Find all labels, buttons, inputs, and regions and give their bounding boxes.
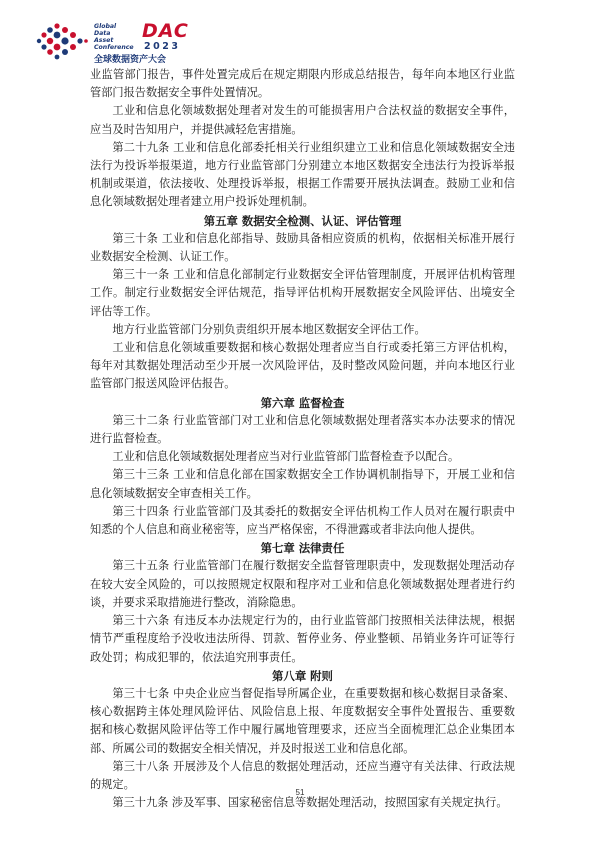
body-paragraph: 工业和信息化领域数据处理者应当对行业监管部门监督检查予以配合。 bbox=[112, 450, 460, 464]
document-body bbox=[90, 66, 515, 812]
body-paragraph: 工业和信息化领域重要数据和核心数据处理者应当自行或委托第三方评估机构，每年对其数据处理活动至少开展一次风险评估，及时整改风险问题，并向本地区行业监管部门报送风险评估报告。 bbox=[90, 341, 515, 391]
body-paragraph: 第三十三条 工业和信息化部在国家数据安全工作协调机制指导下，开展工业和信息化领域数据安全审查相关工作。 bbox=[90, 468, 515, 500]
chapter-heading: 第六章 监督检查 bbox=[260, 395, 345, 410]
brand-dac: DAC bbox=[142, 20, 189, 42]
body-paragraph: 第三十五条 行业监管部门在履行数据安全监督管理职责中，发现数据处理活动存在较大安全风险的，可以按照规定权限和程序对工业和信息化领域数据处理者进行约谈，并要求采取措施进行整改，消除隐患。 bbox=[90, 559, 515, 609]
body-paragraph: 第三十四条 行业监管部门及其委托的数据安全评估机构工作人员对在履行职责中知悉的个人信息和商业秘密等，应当严格保密，不得泄露或者非法向他人提供。 bbox=[90, 504, 515, 537]
brand-year: 2023 bbox=[144, 41, 181, 52]
body-paragraph: 业监管部门报告，事件处置完成后在规定期限内形成总结报告，每年向本地区行业监管部门报告数据安全事件处置情况。 bbox=[90, 68, 515, 100]
body-paragraph: 第三十二条 行业监管部门对工业和信息化领域数据处理者落实本办法要求的情况进行监督检查。 bbox=[90, 413, 515, 446]
body-paragraph: 第二十九条 工业和信息化部委托相关行业组织建立工业和信息化领域数据安全违法行为投诉举报渠道，地方行业监管部门分别建立本地区数据安全违法行为投诉举报机制或渠道，依法接收、处理投诉举报，根据工作需要开展执法调查。鼓励工业和信息化领域数据处理者建立用户投诉处理机制。 bbox=[90, 140, 515, 209]
chapter-heading: 第七章 法律责任 bbox=[260, 541, 345, 556]
dots-logo-icon bbox=[34, 20, 90, 62]
body-paragraph: 第三十一条 工业和信息化部制定行业数据安全评估管理制度，开展评估机构管理工作。制定行业数据安全评估规范，指导评估机构开展数据安全风险评估、出境安全评估等工作。 bbox=[90, 268, 515, 318]
chapter-heading: 第五章 数据安全检测、认证、评估管理 bbox=[203, 213, 402, 228]
brand-chinese-name: 全球数据资产大会 bbox=[94, 55, 167, 65]
body-paragraph: 第三十七条 中央企业应当督促指导所属企业，在重要数据和核心数据目录备案、核心数据跨主体处理风险评估、风险信息上报、年度数据安全事件处置报告、重要数据和核心数据风险评估等工作中履行属地管理要求，还应当全面梳理汇总企业集团本部、所属公司的数据安全相关情况，并及时报送工业和信息化部。 bbox=[90, 686, 515, 755]
body-paragraph: 工业和信息化领域数据处理者对发生的可能损害用户合法权益的数据安全事件，应当及时告知用户，并提供减轻危害措施。 bbox=[90, 104, 515, 136]
body-paragraph: 第三十八条 开展涉及个人信息的数据处理活动，还应当遵守有关法律、行政法规的规定。 bbox=[90, 759, 515, 791]
chapter-heading: 第八章 附则 bbox=[272, 668, 333, 683]
body-paragraph: 地方行业监管部门分别负责组织开展本地区数据安全评估工作。 bbox=[112, 322, 426, 336]
body-paragraph: 第三十条 工业和信息化部指导、鼓励具备相应资质的机构，依据相关标准开展行业数据安全检测、认证工作。 bbox=[90, 231, 515, 264]
conference-logo bbox=[34, 20, 254, 65]
body-paragraph: 第三十九条 涉及军事、国家秘密信息等数据处理活动，按照国家有关规定执行。 bbox=[112, 796, 508, 810]
page-number: 51 bbox=[295, 788, 305, 797]
brand-english-name: Global Data Asset Conference bbox=[94, 23, 134, 51]
body-paragraph: 第三十六条 有违反本办法规定行为的，由行业监管部门按照相关法律法规，根据情节严重程度给予没收违法所得、罚款、暂停业务、停业整顿、吊销业务许可证等行政处罚；构成犯罪的，依法追究刑事责任。 bbox=[90, 614, 515, 664]
